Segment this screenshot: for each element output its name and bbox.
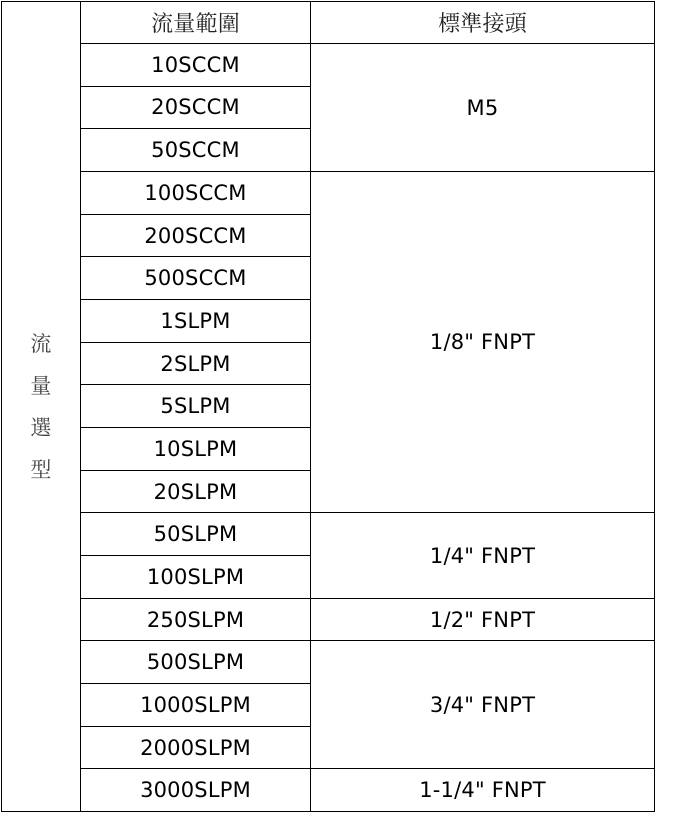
header-flow-range: 流量範圍 [81,2,311,44]
range-cell: 50SCCM [81,129,311,172]
range-cell: 5SLPM [81,385,311,428]
flow-selection-table [1,1,655,812]
range-cell: 1SLPM [81,300,311,343]
port-cell: 3/4" FNPT [311,641,655,769]
range-cell: 500SCCM [81,257,311,300]
range-cell: 200SCCM [81,215,311,258]
range-cell: 50SLPM [81,513,311,556]
side-label-char: 量 [30,373,52,398]
range-cell: 10SCCM [81,44,311,87]
range-cell: 2000SLPM [81,727,311,770]
port-cell: 1/2" FNPT [311,599,655,642]
port-cell: 1/4" FNPT [311,513,655,598]
range-cell: 10SLPM [81,428,311,471]
range-cell: 3000SLPM [81,769,311,812]
side-label-char: 選 [30,415,52,440]
range-cell: 2SLPM [81,343,311,386]
range-cell: 100SLPM [81,556,311,599]
range-cell: 20SCCM [81,87,311,130]
range-cell: 500SLPM [81,641,311,684]
side-label-cell [2,2,81,812]
side-label-char: 型 [30,457,52,482]
side-label-char: 流 [30,331,52,356]
range-cell: 1000SLPM [81,684,311,727]
range-cell: 100SCCM [81,172,311,215]
header-standard-port: 標準接頭 [311,2,655,44]
port-cell: 1/8" FNPT [311,172,655,513]
range-cell: 20SLPM [81,471,311,514]
range-cell: 250SLPM [81,599,311,642]
port-cell: 1-1/4" FNPT [311,769,655,812]
port-cell: M5 [311,44,655,172]
